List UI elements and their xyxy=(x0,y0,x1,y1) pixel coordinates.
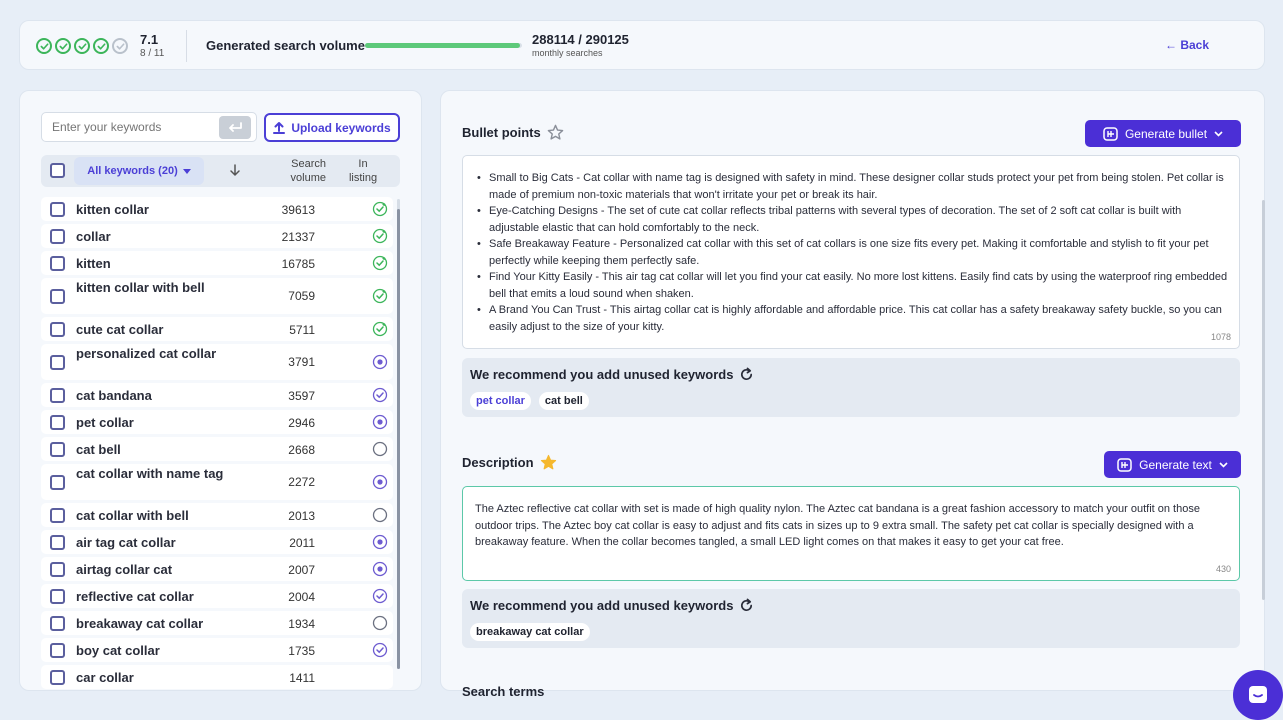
description-recommend-title-text: We recommend you add unused keywords xyxy=(470,598,734,613)
bullet-recommend-box xyxy=(462,358,1240,417)
keyword-volume: 2007 xyxy=(288,563,315,577)
generate-text-label: Generate text xyxy=(1139,457,1212,472)
description-recommend-title xyxy=(470,598,754,613)
keyword-chip[interactable]: breakaway cat collar xyxy=(470,623,590,641)
keyword-name: boy cat collar xyxy=(76,643,160,658)
keyword-checkbox[interactable] xyxy=(50,616,65,631)
listing-status-icon xyxy=(372,507,388,523)
score-sub: 8 / 11 xyxy=(140,48,165,59)
keyword-row[interactable] xyxy=(41,437,393,461)
bullet-points-editor[interactable] xyxy=(462,155,1240,349)
search-volume-header: Search volume xyxy=(290,158,326,184)
keyword-row[interactable] xyxy=(41,530,393,554)
star-filled-icon[interactable] xyxy=(540,454,557,471)
bullet-item: • Small to Big Cats - Cat collar with name tag is designed with safety in mind. These designer collar studs protect your pet from being stolen. Pet collar is made of premium non-toxic materials that won't irritate your pet or break its hair. xyxy=(475,170,1230,203)
keyword-checkbox[interactable] xyxy=(50,289,65,304)
keyword-scroll-thumb[interactable] xyxy=(397,209,400,669)
top-bar xyxy=(19,20,1265,70)
keyword-name: kitten collar xyxy=(76,202,149,217)
keyword-checkbox[interactable] xyxy=(50,355,65,370)
keyword-checkbox[interactable] xyxy=(50,508,65,523)
keyword-name: kitten collar with bell xyxy=(76,280,205,295)
generate-bullet-button[interactable] xyxy=(1085,120,1241,147)
description-text: The Aztec reflective cat collar with set is made of high quality nylon. The Aztec cat bandana is a great fashion accessory to match your outfit on those outdoor trips. The Aztec boy cat collar is easy to adjust and fits cats in sizes up to 9 extra small. The safety pet cat collar is specially designed with a breakaway feature. When the collar becomes tangled, a small LED light comes on that makes it easy to get your cat free. xyxy=(475,503,1200,548)
upload-keywords-label: Upload keywords xyxy=(291,120,391,135)
listing-status-icon xyxy=(372,354,388,370)
volume-value: 288114 / 290125 xyxy=(532,32,629,47)
keyword-checkbox[interactable] xyxy=(50,229,65,244)
chat-support-button[interactable] xyxy=(1233,670,1283,720)
bullet-list xyxy=(475,170,1230,335)
keyword-name: breakaway cat collar xyxy=(76,616,204,631)
ai-brain-icon xyxy=(1117,458,1132,472)
description-recommend-box xyxy=(462,589,1240,648)
listing-status-icon xyxy=(372,561,388,577)
score xyxy=(140,32,164,59)
listing-status-icon xyxy=(372,534,388,550)
score-check-icon xyxy=(55,38,71,54)
chevron-down-icon xyxy=(1219,462,1228,468)
keyword-volume: 2946 xyxy=(288,416,315,430)
sort-arrow-icon[interactable] xyxy=(228,163,242,177)
bullet-points-title-text: Bullet points xyxy=(462,125,541,140)
bullet-keyword-chips xyxy=(470,392,589,410)
content-scrollbar[interactable] xyxy=(1262,200,1265,600)
in-listing-header: In listing xyxy=(348,158,378,184)
keyword-name: cat bandana xyxy=(76,388,152,403)
keyword-volume: 2011 xyxy=(289,536,315,550)
listing-status-icon xyxy=(372,588,388,604)
chat-icon xyxy=(1246,683,1270,707)
keyword-volume: 16785 xyxy=(281,257,315,271)
description-char-count: 430 xyxy=(1215,563,1231,574)
all-keywords-label: All keywords (20) xyxy=(87,165,178,177)
keyword-checkbox[interactable] xyxy=(50,415,65,430)
volume-progress-bar xyxy=(365,43,522,48)
keyword-checkbox[interactable] xyxy=(50,388,65,403)
listing-status-icon xyxy=(372,441,388,457)
keyword-checkbox[interactable] xyxy=(50,562,65,577)
keyword-input[interactable] xyxy=(52,120,212,134)
enter-arrow-icon xyxy=(227,122,243,134)
bullet-item: • Safe Breakaway Feature - Personalized cat collar with this set of cat collars is one size fits every pet. Making it comfortable and stylish to fit your pet perfectly while keeping them perfectly safe. xyxy=(475,236,1230,269)
keyword-row[interactable] xyxy=(41,224,393,248)
keyword-row[interactable] xyxy=(41,344,393,380)
keyword-row[interactable] xyxy=(41,383,393,407)
keyword-volume: 7059 xyxy=(288,289,315,303)
keyword-volume: 5711 xyxy=(289,323,315,337)
keyword-name: cat bell xyxy=(76,442,121,457)
description-editor[interactable] xyxy=(462,486,1240,581)
generate-text-button[interactable] xyxy=(1104,451,1241,478)
keyword-name: personalized cat collar xyxy=(76,346,217,361)
keyword-row[interactable] xyxy=(41,638,393,662)
listing-status-icon xyxy=(372,255,388,271)
keyword-list xyxy=(41,197,393,685)
listing-status-icon xyxy=(372,642,388,658)
keyword-checkbox[interactable] xyxy=(50,643,65,658)
score-check-icon xyxy=(74,38,90,54)
keyword-row[interactable] xyxy=(41,278,393,314)
volume-progress-fill xyxy=(365,43,520,48)
keyword-checkbox[interactable] xyxy=(50,322,65,337)
bullet-item: • A Brand You Can Trust - This airtag collar cat is highly affordable and affordable price. This cat collar has a safety breakaway safety buckle, so you can easily adjust to the size of your kitty. xyxy=(475,302,1230,335)
ai-brain-icon xyxy=(1103,127,1118,141)
upload-icon xyxy=(273,121,285,134)
score-check-icon xyxy=(112,38,128,54)
keyword-row[interactable] xyxy=(41,251,393,275)
keyword-volume: 1411 xyxy=(289,671,315,685)
keyword-row[interactable] xyxy=(41,197,393,221)
keyword-checkbox[interactable] xyxy=(50,589,65,604)
keyword-chip[interactable]: cat bell xyxy=(539,392,589,410)
keyword-name: reflective cat collar xyxy=(76,589,194,604)
bullet-recommend-title xyxy=(470,367,754,382)
description-title xyxy=(462,454,557,471)
listing-status-icon xyxy=(372,288,388,304)
keyword-checkbox[interactable] xyxy=(50,475,65,490)
keyword-checkbox[interactable] xyxy=(50,535,65,550)
keyword-row[interactable] xyxy=(41,503,393,527)
generate-bullet-label: Generate bullet xyxy=(1124,126,1208,141)
score-check-icon xyxy=(36,38,52,54)
score-value: 7.1 xyxy=(140,32,159,47)
keyword-volume: 2004 xyxy=(288,590,315,604)
back-link[interactable]: ← Back xyxy=(1165,38,1210,52)
listing-status-icon xyxy=(372,414,388,430)
keyword-name: kitten xyxy=(76,256,111,271)
upload-keywords-button[interactable] xyxy=(264,113,400,142)
score-check-icon xyxy=(93,38,109,54)
bullet-item: • Eye-Catching Designs - The set of cute cat collar reflects tribal patterns with several types of decoration. The set of 2 soft cat collar is built with adjustable elastic that can hold comfortably to the neck. xyxy=(475,203,1230,236)
keyword-panel xyxy=(19,90,422,691)
listing-status-icon xyxy=(372,228,388,244)
score-checks xyxy=(36,38,128,54)
keyword-name: cat collar with name tag xyxy=(76,466,224,481)
keyword-checkbox[interactable] xyxy=(50,256,65,271)
keyword-checkbox[interactable] xyxy=(50,202,65,217)
keyword-volume: 1735 xyxy=(288,644,315,658)
listing-status-icon xyxy=(372,615,388,631)
all-keywords-dropdown[interactable] xyxy=(74,157,204,185)
keyword-chip[interactable]: pet collar xyxy=(470,392,531,410)
chevron-down-icon xyxy=(1214,131,1223,137)
keyword-volume: 2272 xyxy=(288,475,315,489)
bullet-points-title xyxy=(462,124,564,141)
keyword-name: cat collar with bell xyxy=(76,508,189,523)
listing-status-icon xyxy=(372,201,388,217)
keyword-name: air tag cat collar xyxy=(76,535,176,550)
search-terms-title: Search terms xyxy=(462,684,545,699)
select-all-checkbox[interactable] xyxy=(50,163,65,178)
keyword-name: collar xyxy=(76,229,111,244)
bullet-item: • Find Your Kitty Easily - This air tag cat collar will let you find your cat easily. No more lost kittens. Easily find cats by using the waterproof ring embedded bell that emits a loud sound when shaken. xyxy=(475,269,1230,302)
keyword-scrollbar[interactable] xyxy=(397,199,400,669)
caret-down-icon xyxy=(183,169,191,174)
listing-status-icon xyxy=(372,321,388,337)
keyword-row[interactable] xyxy=(41,317,393,341)
keyword-row[interactable] xyxy=(41,665,393,689)
bullet-char-count: 1078 xyxy=(1210,331,1231,342)
keyword-checkbox[interactable] xyxy=(50,442,65,457)
keyword-volume: 1934 xyxy=(288,617,315,631)
keyword-table-header xyxy=(41,155,400,187)
keyword-volume: 3791 xyxy=(288,355,315,369)
volume-sub: monthly searches xyxy=(532,48,603,58)
bullet-recommend-title-text: We recommend you add unused keywords xyxy=(470,367,734,382)
volume-numbers xyxy=(532,32,629,58)
refresh-icon[interactable] xyxy=(739,598,754,613)
listing-status-icon xyxy=(372,387,388,403)
keyword-volume: 2013 xyxy=(288,509,315,523)
keyword-name: cute cat collar xyxy=(76,322,164,337)
keyword-volume: 3597 xyxy=(288,389,315,403)
keyword-row[interactable] xyxy=(41,464,393,500)
keyword-name: pet collar xyxy=(76,415,134,430)
enter-button[interactable] xyxy=(219,116,251,139)
keyword-row[interactable] xyxy=(41,410,393,434)
keyword-row[interactable] xyxy=(41,611,393,635)
description-title-text: Description xyxy=(462,455,534,470)
keyword-checkbox[interactable] xyxy=(50,670,65,685)
refresh-icon[interactable] xyxy=(739,367,754,382)
generated-search-volume-label: Generated search volume xyxy=(206,38,365,53)
keyword-input-wrapper xyxy=(41,112,257,142)
keyword-name: car collar xyxy=(76,670,134,685)
star-outline-icon[interactable] xyxy=(547,124,564,141)
keyword-volume: 39613 xyxy=(281,203,315,217)
listing-status-icon xyxy=(372,474,388,490)
keyword-name: airtag collar cat xyxy=(76,562,173,577)
description-keyword-chips xyxy=(470,623,590,641)
keyword-volume: 2668 xyxy=(288,443,315,457)
keyword-volume: 21337 xyxy=(281,230,315,244)
keyword-row[interactable] xyxy=(41,584,393,608)
divider xyxy=(186,30,187,62)
content-panel xyxy=(440,90,1265,699)
keyword-row[interactable] xyxy=(41,557,393,581)
